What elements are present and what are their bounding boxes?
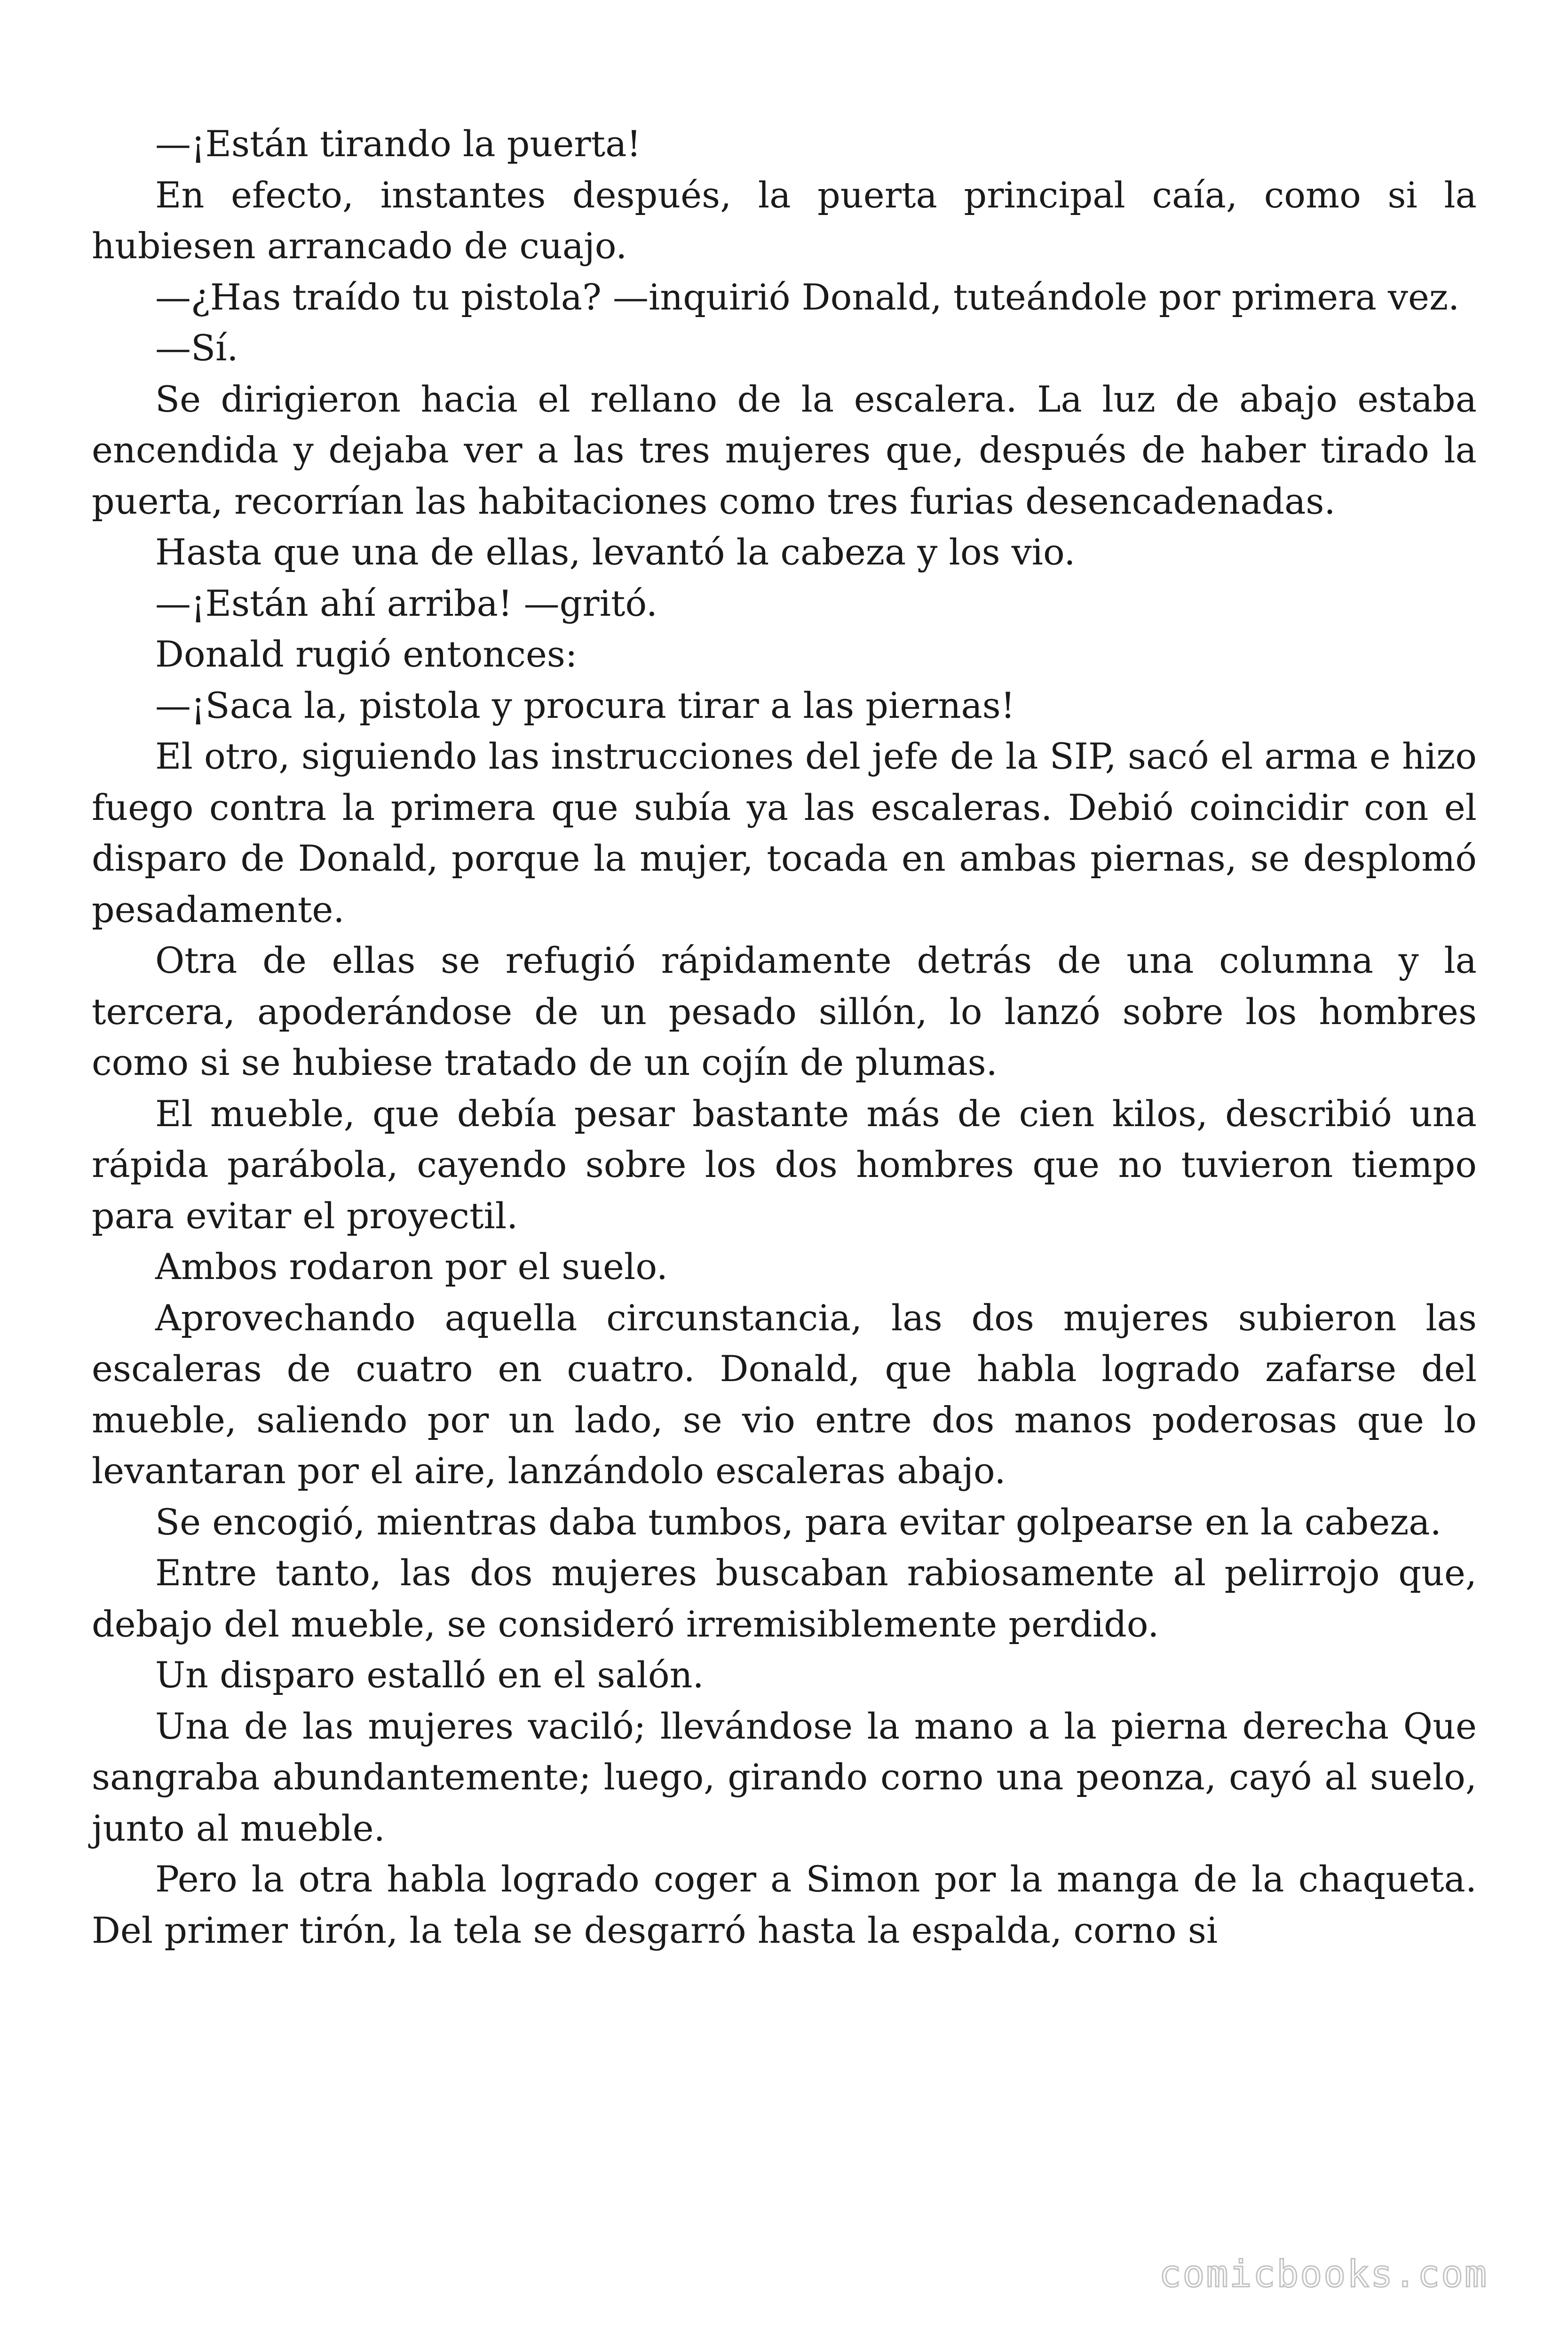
paragraph: Aprovechando aquella circunstancia, las dos mujeres subieron las escaleras de cuatro en cuatro. Donald, que habla logrado zafarse del mueble, saliendo por un lado, se vio entre dos manos poderosas que lo levantaran por el aire, lanzándolo escaleras abajo. [92,1296,1477,1492]
paragraph: Donald rugió entonces: [155,633,578,675]
paragraph: Se dirigieron hacia el rellano de la escalera. La luz de abajo estaba encendida y dejaba ver a las tres mujeres que, después de haber tirado la puerta, recorrían las habitaciones como tres furias desencadenadas. [92,378,1477,522]
paragraph: Una de las mujeres vaciló; llevándose la mano a la pierna derecha Que sangraba abundantemente; luego, girando corno una peonza, cayó al suelo, junto al mueble. [92,1705,1477,1849]
paragraph: Entre tanto, las dos mujeres buscaban rabiosamente al pelirrojo que, debajo del mueble, se consideró irremisiblemente perdido. [92,1552,1477,1645]
paragraph: El otro, siguiendo las instrucciones del jefe de la SIP, sacó el arma e hizo fuego contra la primera que subía ya las escaleras. Debió coincidir con el disparo de Donald, porque la mujer, tocada en ambas piernas, se desplomó pesadamente. [92,735,1477,930]
paragraph: —¿Has traído tu pistola? —inquirió Donald, tuteándole por primera vez. [155,276,1460,318]
watermark: comicbooks.com [1159,2253,1488,2296]
paragraph: Un disparo estalló en el salón. [155,1654,704,1696]
paragraph: El mueble, que debía pesar bastante más de cien kilos, describió una rápida parábola, cayendo sobre los dos hombres que no tuvieron tiempo para evitar el proyectil. [92,1092,1477,1237]
paragraph: Hasta que una de ellas, levantó la cabeza y los vio. [155,531,1076,573]
paragraph: —¡Están tirando la puerta! [155,123,641,165]
paragraph: Pero la otra habla logrado coger a Simon por la manga de la chaqueta. Del primer tirón, la tela se desgarró hasta la espalda, corno si [92,1858,1477,1951]
paragraph: —¡Saca la, pistola y procura tirar a las piernas! [155,684,1015,726]
paragraph: Otra de ellas se refugió rápidamente detrás de una columna y la tercera, apoderándose de un pesado sillón, lo lanzó sobre los hombres como si se hubiese tratado de un cojín de plumas. [92,939,1477,1083]
page-text [92,119,1477,1956]
paragraph: Ambos rodaron por el suelo. [155,1246,668,1287]
paragraph: Se encogió, mientras daba tumbos, para evitar golpearse en la cabeza. [155,1501,1441,1543]
paragraph: —Sí. [155,327,238,369]
paragraph: En efecto, instantes después, la puerta principal caía, como si la hubiesen arrancado de cuajo. [92,174,1477,267]
paragraph: —¡Están ahí arriba! —gritó. [155,582,658,624]
